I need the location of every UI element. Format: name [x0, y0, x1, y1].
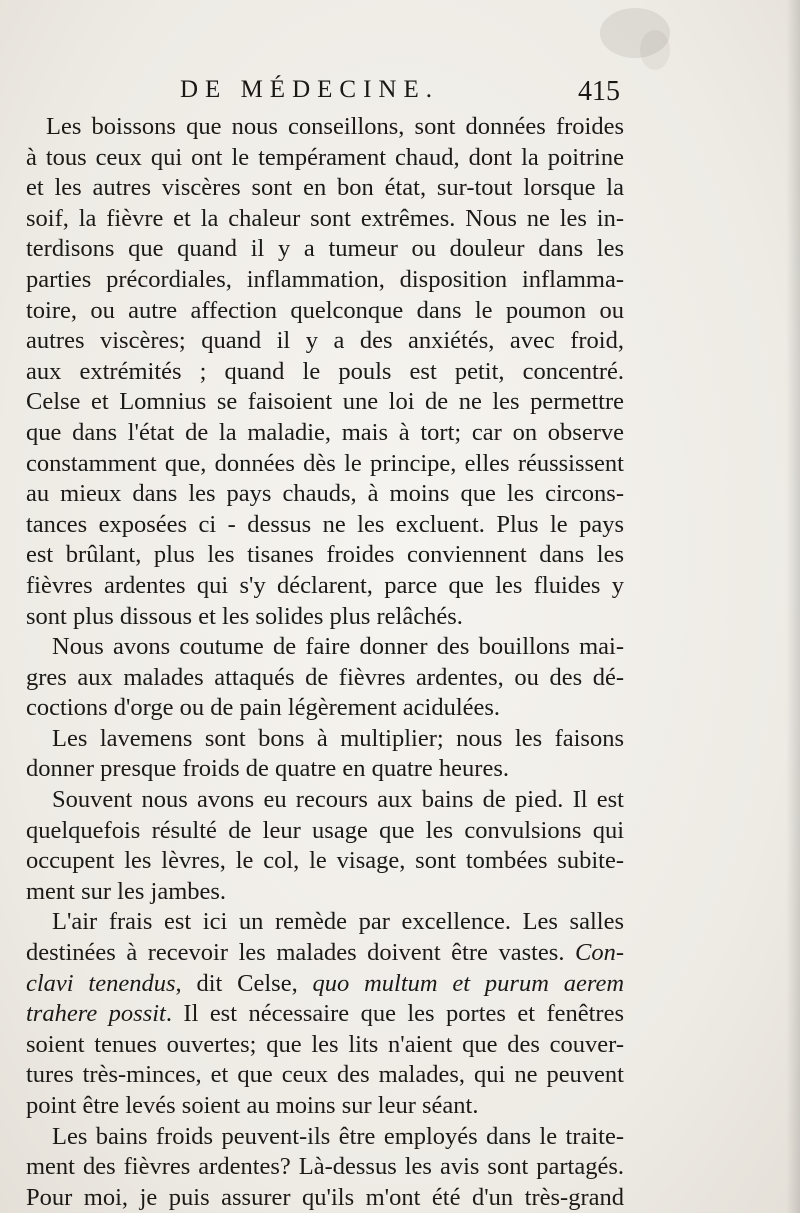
- text-segment: Les bains froids peuvent-ils être employés dans le traite-: [52, 1122, 624, 1150]
- text-segment: soient tenues ouvertes; que les lits n'aient que des couver-: [26, 1030, 624, 1058]
- text-line: [26, 479, 624, 510]
- italic-segment: quo multum et purum aerem: [312, 969, 625, 997]
- italic-segment: Con-: [575, 939, 624, 967]
- text-segment: toire, ou autre affection quelconque dans le poumon ou: [26, 296, 624, 324]
- text-line: [26, 296, 624, 327]
- text-segment: soif, la fièvre et la chaleur sont extrêmes. Nous ne les in-: [26, 204, 624, 232]
- text-line: [26, 663, 624, 694]
- text-line: [26, 785, 624, 816]
- text-line: [26, 816, 624, 847]
- text-segment: Pour moi, je puis assurer qu'ils m'ont été d'un très-grand: [26, 1183, 624, 1211]
- text-segment: est brûlant, plus les tisanes froides conviennent dans les: [26, 541, 624, 569]
- text-line: [26, 571, 624, 602]
- text-line: [26, 1060, 624, 1091]
- text-segment: sont plus dissous et les solides plus relâchés.: [26, 602, 463, 630]
- text-line: [26, 1152, 624, 1183]
- text-segment: tances exposées ci - dessus ne les excluent. Plus le pays: [26, 510, 624, 538]
- text-segment: Nous avons coutume de faire donner des bouillons mai-: [52, 633, 624, 661]
- text-segment: au mieux dans les pays chauds, à moins que les circons-: [26, 480, 624, 508]
- text-segment: destinées à recevoir les malades doivent être vastes.: [26, 939, 575, 967]
- text-segment: autres viscères; quand il y a des anxiétés, avec froid,: [26, 327, 624, 355]
- text-line: [26, 112, 624, 143]
- text-line: [26, 1030, 624, 1061]
- text-segment: L'air frais est ici un remède par excellence. Les salles: [52, 908, 624, 936]
- text-segment: Les lavemens sont bons à multiplier; nous les faisons: [52, 724, 624, 752]
- text-line: [26, 938, 624, 969]
- body-text: [26, 112, 624, 1213]
- text-segment: Celse et Lomnius se faisoient une loi de ne les permettre: [26, 388, 624, 416]
- text-segment: point être levés soient au moins sur leur séant.: [26, 1092, 479, 1119]
- text-line: [26, 326, 624, 357]
- text-segment: . Il est nécessaire que les portes et fenêtres: [165, 1000, 624, 1028]
- text-segment: ment sur les jambes.: [26, 877, 227, 905]
- text-segment: que dans l'état de la maladie, mais à tort; car on observe: [26, 418, 624, 446]
- text-segment: Souvent nous avons eu recours aux bains de pied. Il est: [52, 786, 624, 814]
- italic-segment: clavi tenendus: [26, 969, 176, 997]
- text-segment: ment des fièvres ardentes? Là-dessus les avis sont partagés.: [26, 1153, 624, 1181]
- text-line: [26, 143, 624, 174]
- text-line: [26, 907, 624, 938]
- text-line: [26, 1183, 624, 1213]
- text-segment: , dit Celse,: [175, 969, 313, 997]
- text-line: [26, 540, 624, 571]
- text-line: [26, 877, 624, 908]
- running-head-title: DE MÉDECINE.: [180, 76, 439, 103]
- text-line: [26, 693, 624, 724]
- text-segment: et les autres viscères sont en bon état, sur-tout lorsque la: [26, 174, 624, 202]
- text-line: [26, 602, 624, 633]
- text-line: [26, 1122, 624, 1153]
- text-segment: coctions d'orge ou de pain légèrement acidulées.: [26, 694, 501, 722]
- text-line: [26, 449, 624, 480]
- text-line: [26, 265, 624, 296]
- text-segment: gres aux malades attaqués de fièvres ardentes, ou des dé-: [26, 663, 624, 691]
- text-segment: terdisons que quand il y a tumeur ou douleur dans les: [26, 235, 624, 263]
- text-line: [26, 357, 624, 388]
- text-segment: fièvres ardentes qui s'y déclarent, parce que les fluides y: [26, 571, 624, 599]
- text-segment: donner presque froids de quatre en quatre heures.: [26, 755, 510, 783]
- text-line: [26, 754, 624, 785]
- text-segment: à tous ceux qui ont le tempérament chaud, dont la poitrine: [26, 143, 624, 171]
- text-segment: tures très-minces, et que ceux des malades, qui ne peuvent: [26, 1061, 624, 1089]
- text-line: [26, 173, 624, 204]
- text-segment: parties précordiales, inflammation, disposition inflamma-: [26, 265, 624, 293]
- text-segment: occupent les lèvres, le col, le visage, sont tombées subite-: [26, 847, 624, 875]
- text-line: [26, 510, 624, 541]
- ink-smudge: [640, 30, 670, 70]
- text-segment: constamment que, données dès le principe, elles réussissent: [26, 449, 624, 477]
- text-line: [26, 846, 624, 877]
- text-line: [26, 999, 624, 1030]
- text-line: [26, 1091, 624, 1122]
- text-segment: Les boissons que nous conseillons, sont données froides: [46, 113, 624, 140]
- text-line: [26, 234, 624, 265]
- page-number: 415: [578, 76, 620, 107]
- text-line: [26, 632, 624, 663]
- text-segment: aux extrémités ; quand le pouls est petit, concentré.: [26, 357, 624, 385]
- text-line: [26, 724, 624, 755]
- text-line: [26, 969, 624, 1000]
- text-line: [26, 418, 624, 449]
- text-segment: quelquefois résulté de leur usage que les convulsions qui: [26, 816, 624, 844]
- running-head: [0, 76, 800, 112]
- text-line: [26, 204, 624, 235]
- italic-segment: trahere possit: [26, 1000, 166, 1028]
- text-line: [26, 387, 624, 418]
